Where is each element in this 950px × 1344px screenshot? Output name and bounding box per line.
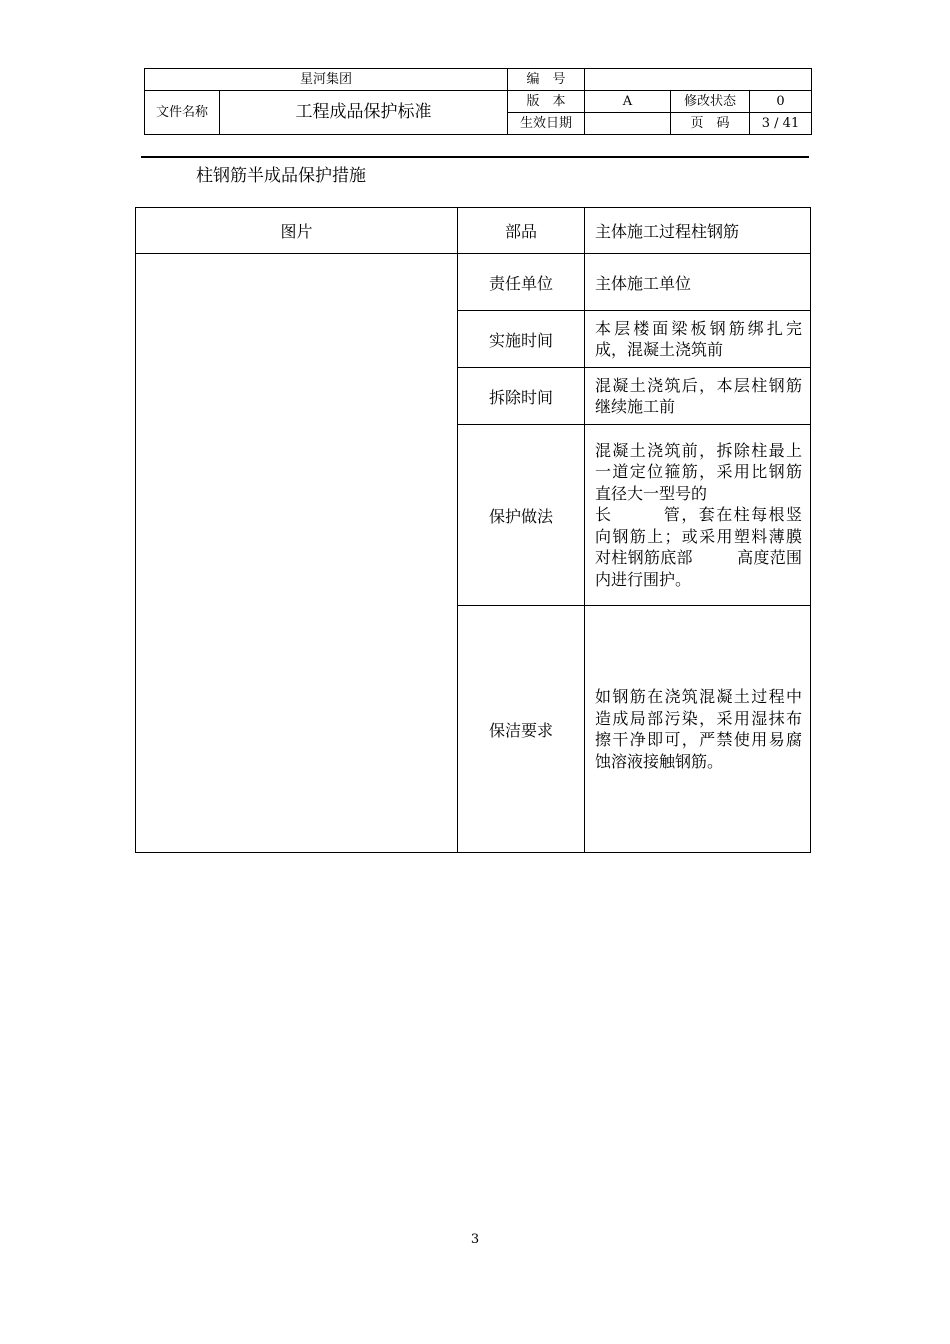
revision-value: 0: [750, 91, 812, 113]
page-label: 页 码: [671, 113, 750, 135]
version-value: A: [585, 91, 671, 113]
effective-date-value: [585, 113, 671, 135]
responsible-unit-value: 主体施工单位: [585, 254, 811, 311]
version-label: 版 本: [508, 91, 585, 113]
protection-method-line-2: [595, 504, 802, 590]
removal-time-label: 拆除时间: [458, 368, 585, 425]
page-value: 3 / 41: [750, 113, 812, 135]
document-header-table: [144, 68, 812, 135]
picture-header: 图片: [136, 208, 458, 254]
protection-method-text-1: 混凝土浇筑前，拆除柱最上一道定位箍筋，采用比钢筋直径大一型号的: [595, 440, 802, 503]
part-value: 主体施工过程柱钢筋: [585, 208, 811, 254]
removal-time-value: 混凝土浇筑后，本层柱钢筋继续施工前: [585, 368, 811, 425]
header-divider: [141, 156, 809, 158]
picture-cell: [136, 254, 458, 853]
company-name: 星河集团: [145, 69, 508, 91]
protection-method-text-3a: 高度范围内进行围护。: [595, 548, 802, 589]
part-label: 部品: [458, 208, 585, 254]
page-number: 3: [470, 1232, 480, 1247]
file-name: 工程成品保护标准: [220, 91, 508, 135]
protection-measures-table: [135, 207, 811, 853]
document-number-label: 编 号: [508, 69, 585, 91]
file-name-label: 文件名称: [145, 91, 220, 135]
cleaning-requirement-value: 如钢筋在浇筑混凝土过程中造成局部污染，采用湿抹布擦干净即可，严禁使用易腐蚀溶液接触钢筋。: [585, 606, 811, 853]
implementation-time-label: 实施时间: [458, 311, 585, 368]
revision-label: 修改状态: [671, 91, 750, 113]
cleaning-requirement-label: 保洁要求: [458, 606, 585, 853]
implementation-time-value: 本层楼面梁板钢筋绑扎完成，混凝土浇筑前: [585, 311, 811, 368]
document-number-value: [585, 69, 812, 91]
protection-method-text-2a: 长: [595, 505, 613, 525]
section-title: 柱钢筋半成品保护措施: [196, 166, 366, 186]
effective-date-label: 生效日期: [508, 113, 585, 135]
protection-method-text-2b: 管，套在柱每根竖向钢筋上；或采用塑料薄膜对柱钢筋底部: [595, 505, 802, 568]
responsible-unit-label: 责任单位: [458, 254, 585, 311]
protection-method-label: 保护做法: [458, 425, 585, 606]
protection-method-value: [585, 425, 811, 606]
